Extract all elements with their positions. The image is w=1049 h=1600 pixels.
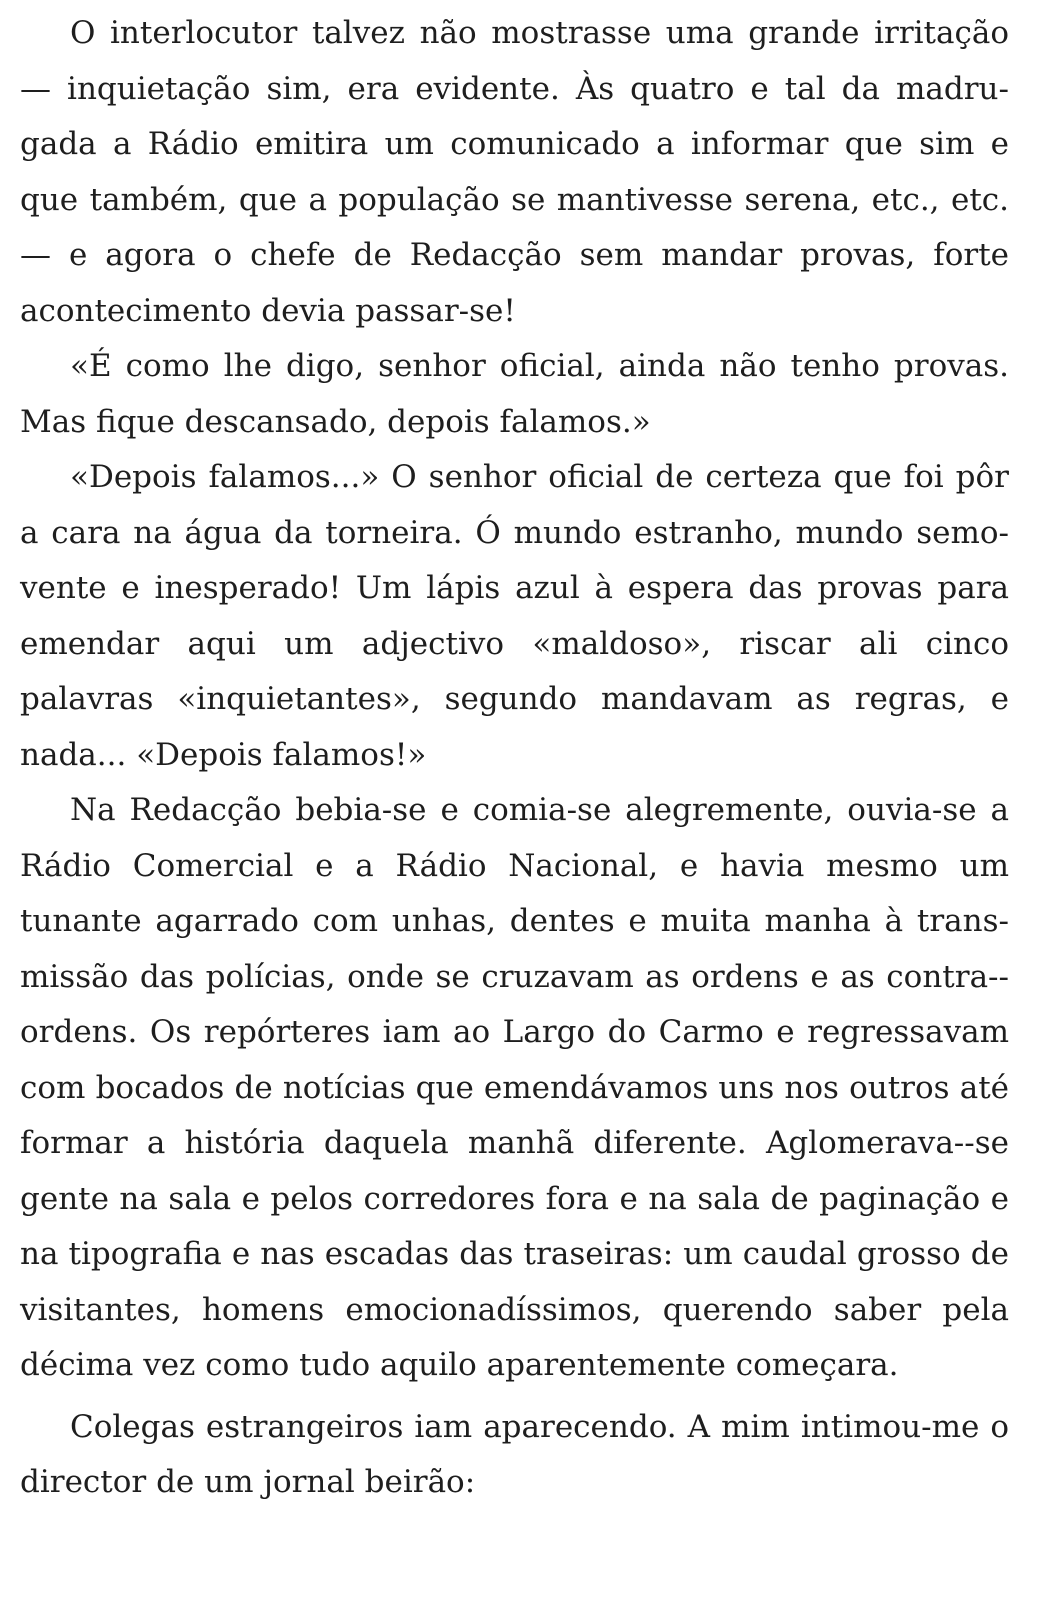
paragraph-redaccao: Na Redacção bebia-se e comia-se alegremente, ouvia-se a Rádio Comercial e a Rádio Nacional, e havia mesmo um tunante agarrado com unhas, dentes e muita manha à transmissão das polícias, onde se cruzavam as ordens e as contra--ordens. Os repórteres iam ao Largo do Carmo e regressavam com bocados de notícias que emendávamos uns nos outros até formar a história daquela manhã diferente. Aglomerava--se gente na sala e pelos corredores fora e na sala de paginação e na tipografia e nas escadas das traseiras: um caudal grosso de visitantes, homens emocionadíssimos, querendo saber pela décima vez como tudo aquilo aparentemente começara. [20,792,1009,1383]
paragraph-quote-provas: «É como lhe digo, senhor oficial, ainda não tenho provas. Mas fique descansado, depois falamos.» [20,348,1009,440]
paragraph-depois-falamos: «Depois falamos...» O senhor oficial de certeza que foi pôr a cara na água da torneira. Ó mundo estranho, mundo semovente e inesperado! Um lápis azul à espera das provas para emendar aqui um adjectivo «maldoso», riscar ali cinco palavras «inquietantes», segundo mandavam as regras, e nada... «Depois falamos!» [20,459,1009,773]
paragraph-colegas: Colegas estrangeiros iam aparecendo. A mim intimou-me o director de um jornal beirão: [20,1408,1009,1500]
paragraph-interlocutor: O interlocutor talvez não mostrasse uma grande irritação — inquietação sim, era evidente. Às quatro e tal da madrugada a Rádio emitira um comunicado a informar que sim e que também, que a população se mantivesse serena, etc., etc. — e agora o chefe de Redacção sem mandar provas, forte acontecimento devia passar-se! [20,15,1009,329]
